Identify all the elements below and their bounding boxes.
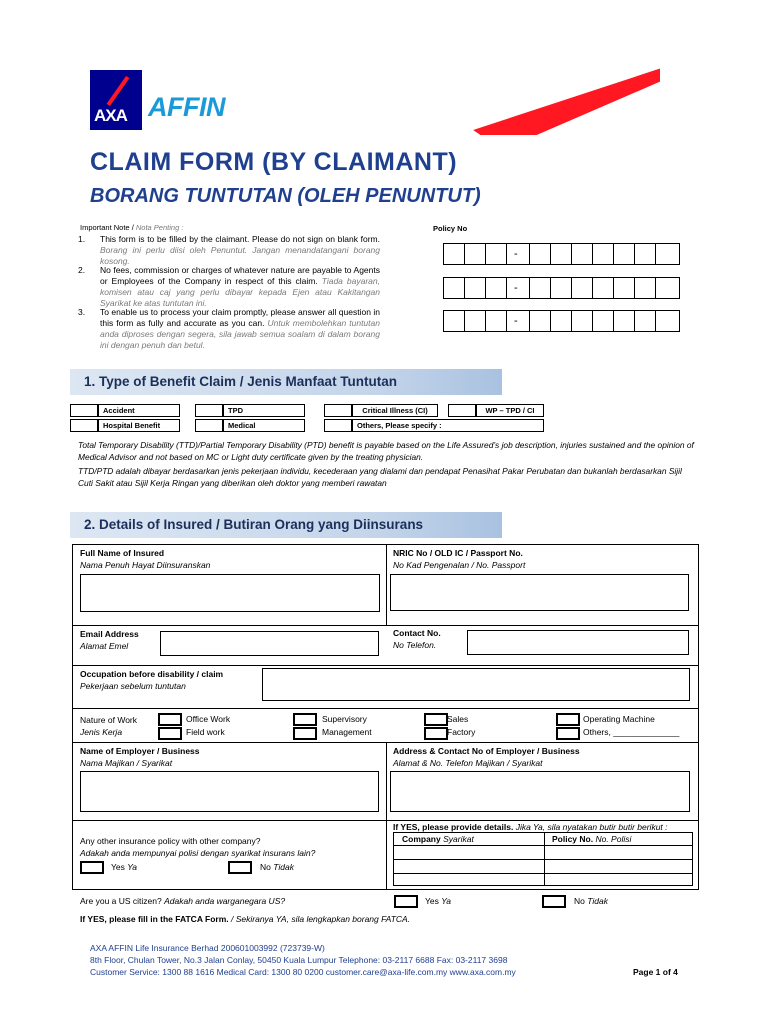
ttd-note-en: Total Temporary Disability (TTD)/Partial Temporary Disability (PTD) benefit is payable based on the Life Assured’s job description, injuries sustained and the opinion of Medical Advisor and not based on MC or Light duty certificate given by the treating physician. xyxy=(78,440,694,462)
form-title: CLAIM FORM (BY CLAIMANT) xyxy=(90,148,458,176)
occupation-label-ms: Pekerjaan sebelum tuntutan xyxy=(80,681,186,691)
note-text-en: No fees, commission or charges of whatever nature are payable to Agents or Employees of the Company in respect of this claim. xyxy=(100,265,380,286)
contact-input[interactable] xyxy=(467,630,689,655)
other-policy-yes-label xyxy=(111,862,137,873)
operating-machine-checkbox[interactable] xyxy=(556,713,580,726)
policy-digit-box[interactable] xyxy=(506,277,530,299)
table-header-policy xyxy=(552,834,631,845)
employer-label: Name of Employer / Business xyxy=(80,746,200,756)
others-work-checkbox[interactable] xyxy=(556,727,580,740)
supervisory-checkbox[interactable] xyxy=(293,713,317,726)
employer-label-ms: Nama Majikan / Syarikat xyxy=(80,758,173,768)
policy-digit-box[interactable] xyxy=(634,277,656,299)
other-policy-no-checkbox[interactable] xyxy=(228,861,252,874)
employer-address-label-ms: Alamat & No. Telefon Majikan / Syarikat xyxy=(393,758,543,768)
policy-digit-box[interactable] xyxy=(550,310,572,332)
policy-digit-box[interactable] xyxy=(464,277,486,299)
policy-digit-box[interactable] xyxy=(613,277,635,299)
note-item-3 xyxy=(78,307,380,351)
note-number: 3. xyxy=(78,307,86,317)
red-diagonal-stripe xyxy=(420,60,660,135)
policy-digit-box[interactable] xyxy=(529,310,551,332)
contact-label: Contact No. xyxy=(393,628,441,638)
if-yes-text-ms: Jika Ya, sila nyatakan butir butir berikut : xyxy=(515,822,668,832)
employer-address-label: Address & Contact No of Employer / Business xyxy=(393,746,580,756)
policy-digit-box[interactable] xyxy=(550,277,572,299)
fatca-note xyxy=(80,914,410,925)
no-text: No xyxy=(574,896,585,906)
policy-no-row-3[interactable] xyxy=(443,310,681,334)
policy-no-label: Policy No xyxy=(433,224,468,233)
medical-checkbox[interactable] xyxy=(195,419,223,432)
policy-digit-box[interactable] xyxy=(571,310,593,332)
affin-logo xyxy=(148,92,225,123)
us-citizen-no-label xyxy=(574,896,608,907)
management-checkbox[interactable] xyxy=(293,727,317,740)
policy-dash: - xyxy=(514,282,518,294)
other-policy-table[interactable] xyxy=(393,832,693,886)
email-input[interactable] xyxy=(160,631,379,656)
others-option[interactable]: Others, Please specify : xyxy=(352,419,544,432)
factory-label: Factory xyxy=(447,727,476,737)
policy-no-row-2[interactable] xyxy=(443,277,681,301)
wp-option: WP – TPD / CI xyxy=(476,404,544,417)
email-label: Email Address xyxy=(80,629,139,639)
frame-hline xyxy=(72,625,699,626)
footer-company: AXA AFFIN Life Insurance Berhad 200601003992 (723739-W) xyxy=(90,943,325,953)
full-name-label: Full Name of Insured xyxy=(80,548,165,558)
yes-text-ms: Ya xyxy=(441,896,452,906)
no-text-ms: Tidak xyxy=(273,862,294,872)
yes-text: Yes xyxy=(425,896,439,906)
section-1-title: 1. Type of Benefit Claim / Jenis Manfaat Tuntutan xyxy=(84,374,398,389)
policy-digit-box[interactable] xyxy=(613,243,635,265)
note-text-en: To enable us to process your claim promptly, please answer all question in this form as fully and accurate as you can. xyxy=(100,307,380,328)
critical-illness-checkbox[interactable] xyxy=(324,404,352,417)
full-name-label-ms: Nama Penuh Hayat Diinsuranskan xyxy=(80,560,211,570)
field-work-label: Field work xyxy=(186,727,225,737)
axa-logo-text: AXA xyxy=(94,106,127,125)
others-checkbox[interactable] xyxy=(324,419,352,432)
policy-digit-box[interactable] xyxy=(655,277,680,299)
frame-divider xyxy=(386,544,387,625)
employer-address-input[interactable] xyxy=(390,771,690,812)
policy-digit-box[interactable] xyxy=(506,310,530,332)
note-text-ms: Tiada bayaran, komisen atau caj yang perlu dibayar kepada Ejen atau Kakitangan Syarikat ke atas tuntutan ini. xyxy=(100,276,380,308)
us-citizen-yes-label xyxy=(425,896,451,907)
factory-checkbox[interactable] xyxy=(424,727,448,740)
policy-digit-box[interactable] xyxy=(506,243,530,265)
supervisory-label: Supervisory xyxy=(322,714,367,724)
accident-option: Accident xyxy=(98,404,180,417)
policy-digit-box[interactable] xyxy=(443,277,465,299)
notes-heading-en: Important Note / xyxy=(80,223,134,232)
nric-input[interactable] xyxy=(390,574,689,611)
section-2-title: 2. Details of Insured / Butiran Orang yang Diinsurans xyxy=(84,517,424,532)
policy-digit-box[interactable] xyxy=(443,243,465,265)
policy-digit-box[interactable] xyxy=(443,310,465,332)
critical-illness-option: Critical Illness (CI) xyxy=(352,404,438,417)
sales-label: Sales xyxy=(447,714,469,724)
nric-label: NRIC No / OLD IC / Passport No. xyxy=(393,548,523,558)
frame-hline xyxy=(72,708,699,709)
axa-logo-red-stripe xyxy=(107,76,130,106)
policy-dash: - xyxy=(514,315,518,327)
tpd-option: TPD xyxy=(223,404,305,417)
policy-digit-box[interactable] xyxy=(592,243,614,265)
tpd-checkbox[interactable] xyxy=(195,404,223,417)
fatca-text: If YES, please fill in the FATCA Form. xyxy=(80,914,229,924)
affin-logo-text: AFFIN xyxy=(148,92,225,122)
frame-hline xyxy=(72,665,699,666)
others-work-label[interactable]: Others, ______________ xyxy=(583,727,680,737)
us-citizen-question xyxy=(80,896,285,907)
policy-digit-box[interactable] xyxy=(464,310,486,332)
sales-checkbox[interactable] xyxy=(424,713,448,726)
if-yes-text: If YES, please provide details. xyxy=(393,822,514,832)
nature-of-work-label-ms: Jenis Kerja xyxy=(80,727,123,737)
policy-dash: - xyxy=(514,248,518,260)
ttd-note-ms: TTD/PTD adalah dibayar berdasarkan jenis pekerjaan individu, kecederaan yang dialami dan pendapat Penasihat Pakar Perubatan dan bukanlah berdasarkan Sijil Cuti Sakit atau Sijil Kerja Ringan yang diberikan oleh doktor yang memberi rawatan xyxy=(78,466,682,488)
form-title-malay: BORANG TUNTUTAN (OLEH PENUNTUT) xyxy=(90,185,481,207)
policy-digit-box[interactable] xyxy=(529,277,551,299)
us-citizen-yes-checkbox[interactable] xyxy=(394,895,418,908)
policy-digit-box[interactable] xyxy=(485,310,507,332)
note-item-1 xyxy=(78,234,380,267)
occupation-input[interactable] xyxy=(262,668,690,701)
hospital-benefit-option: Hospital Benefit xyxy=(98,419,180,432)
policy-digit-box[interactable] xyxy=(485,243,507,265)
policy-digit-box[interactable] xyxy=(655,310,680,332)
table-header-company xyxy=(402,834,474,845)
company-text-ms: Syarikat xyxy=(443,834,474,844)
office-work-checkbox[interactable] xyxy=(158,713,182,726)
fatca-text-ms: / Sekiranya YA, sila lengkapkan borang FATCA. xyxy=(231,914,411,924)
policy-digit-box[interactable] xyxy=(571,277,593,299)
medical-option: Medical xyxy=(223,419,305,432)
field-work-checkbox[interactable] xyxy=(158,727,182,740)
other-policy-question-ms: Adakah anda mempunyai polisi dengan syarikat insurans lain? xyxy=(80,848,316,858)
note-text-ms: Untuk membolehkan tuntutan anda diproses dengan segera, sila jawab semua soalam di dalam borang ini dengan penuh dan betul. xyxy=(100,318,380,350)
yes-text: Yes xyxy=(111,862,125,872)
note-number: 2. xyxy=(78,265,86,275)
footer-contact: Customer Service: 1300 88 1616 Medical Card: 1300 80 0200 customer.care@axa-life.com.my www.axa.com.my xyxy=(90,967,516,977)
policy-digit-box[interactable] xyxy=(592,277,614,299)
policy-digit-box[interactable] xyxy=(485,277,507,299)
policy-text: Policy No. xyxy=(552,834,594,844)
company-text: Company xyxy=(402,834,441,844)
wp-checkbox[interactable] xyxy=(448,404,476,417)
notes-heading xyxy=(80,223,183,233)
axa-logo xyxy=(90,70,142,130)
note-number: 1. xyxy=(78,234,86,244)
management-label: Management xyxy=(322,727,372,737)
policy-digit-box[interactable] xyxy=(634,310,656,332)
full-name-input[interactable] xyxy=(80,574,380,612)
yes-text-ms: Ya xyxy=(127,862,138,872)
nature-of-work-label: Nature of Work xyxy=(80,715,138,725)
hospital-benefit-checkbox[interactable] xyxy=(70,419,98,432)
policy-digit-box[interactable] xyxy=(464,243,486,265)
frame-divider xyxy=(386,742,387,890)
contact-label-ms: No Telefon. xyxy=(393,640,437,650)
employer-input[interactable] xyxy=(80,771,379,812)
other-policy-yes-checkbox[interactable] xyxy=(80,861,104,874)
no-text: No xyxy=(260,862,271,872)
policy-digit-box[interactable] xyxy=(571,243,593,265)
other-policy-question: Any other insurance policy with other company? xyxy=(80,836,261,846)
policy-digit-box[interactable] xyxy=(634,243,656,265)
footer-address: 8th Floor, Chulan Tower, No.3 Jalan Conlay, 50450 Kuala Lumpur Telephone: 03-2117 6688 Fax: 03-2117 3698 xyxy=(90,955,508,965)
policy-text-ms: No. Polisi xyxy=(595,834,632,844)
policy-digit-box[interactable] xyxy=(550,243,572,265)
us-citizen-text: Are you a US citizen? xyxy=(80,896,162,906)
no-text-ms: Tidak xyxy=(587,896,608,906)
policy-digit-box[interactable] xyxy=(529,243,551,265)
other-policy-no-label xyxy=(260,862,294,873)
policy-no-row-1[interactable] xyxy=(443,243,681,267)
nric-label-ms: No Kad Pengenalan / No. Passport xyxy=(393,560,526,570)
policy-digit-box[interactable] xyxy=(613,310,635,332)
section-1-header xyxy=(70,369,502,395)
note-item-2 xyxy=(78,265,380,309)
policy-digit-box[interactable] xyxy=(655,243,680,265)
frame-hline xyxy=(72,820,699,821)
us-citizen-no-checkbox[interactable] xyxy=(542,895,566,908)
email-label-ms: Alamat Emel xyxy=(80,641,129,651)
policy-digit-box[interactable] xyxy=(592,310,614,332)
us-citizen-text-ms: Adakah anda warganegara US? xyxy=(164,896,286,906)
office-work-label: Office Work xyxy=(186,714,231,724)
section-2-header xyxy=(70,512,502,538)
note-text-en: This form is to be filled by the claimant. Please do not sign on blank form. xyxy=(100,234,380,244)
note-text-ms: Borang ini perlu diisi oleh Penuntut. Jangan menandatangani borang kosong. xyxy=(100,245,380,266)
page-number: Page 1 of 4 xyxy=(633,967,678,977)
accident-checkbox[interactable] xyxy=(70,404,98,417)
operating-machine-label: Operating Machine xyxy=(583,714,655,724)
occupation-label: Occupation before disability / claim xyxy=(80,669,224,679)
notes-heading-ms: Nota Penting : xyxy=(135,223,184,232)
